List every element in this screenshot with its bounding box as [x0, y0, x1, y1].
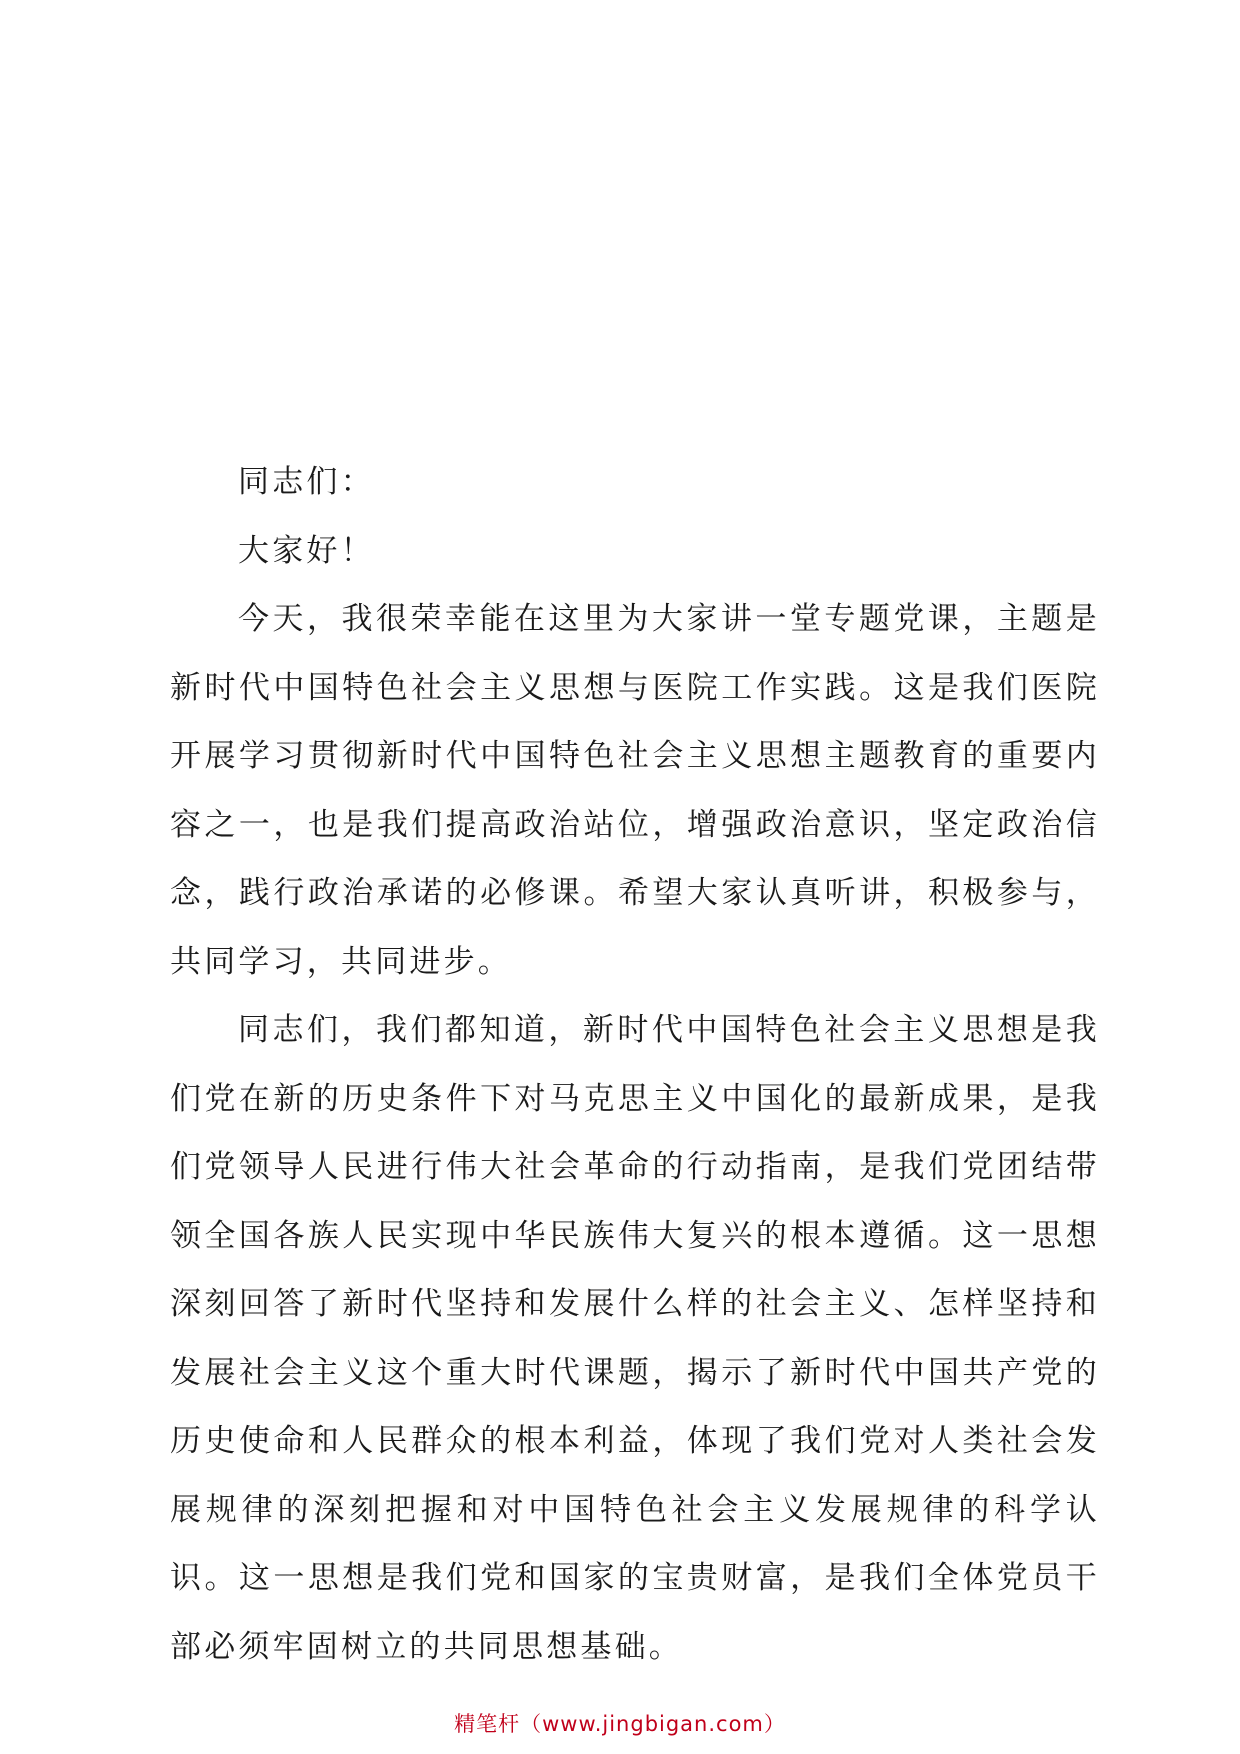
paragraph-1: 今天，我很荣幸能在这里为大家讲一堂专题党课，主题是新时代中国特色社会主义思想与医院工作实践。这是我们医院开展学习贯彻新时代中国特色社会主义思想主题教育的重要内容之一，也是我们提高政治站位，增强政治意识，坚定政治信念，践行政治承诺的必修课。希望大家认真听讲，积极参与，共同学习，共同进步。 [170, 601, 1100, 980]
document-body [170, 448, 1100, 1681]
greeting: 大家好！ [238, 532, 375, 569]
footer-watermark: 精笔杆（www.jingbigan.com） [454, 1712, 786, 1736]
paragraph-2: 同志们，我们都知道，新时代中国特色社会主义思想是我们党在新的历史条件下对马克思主义中国化的最新成果，是我们党领导人民进行伟大社会革命的行动指南，是我们党团结带领全国各族人民实现中华民族伟大复兴的根本遵循。这一思想深刻回答了新时代坚持和发展什么样的社会主义、怎样坚持和发展社会主义这个重大时代课题，揭示了新时代中国共产党的历史使命和人民群众的根本利益，体现了我们党对人类社会发展规律的深刻把握和对中国特色社会主义发展规律的科学认识。这一思想是我们党和国家的宝贵财富，是我们全体党员干部必须牢固树立的共同思想基础。 [170, 1012, 1100, 1665]
salutation: 同志们： [238, 464, 375, 500]
